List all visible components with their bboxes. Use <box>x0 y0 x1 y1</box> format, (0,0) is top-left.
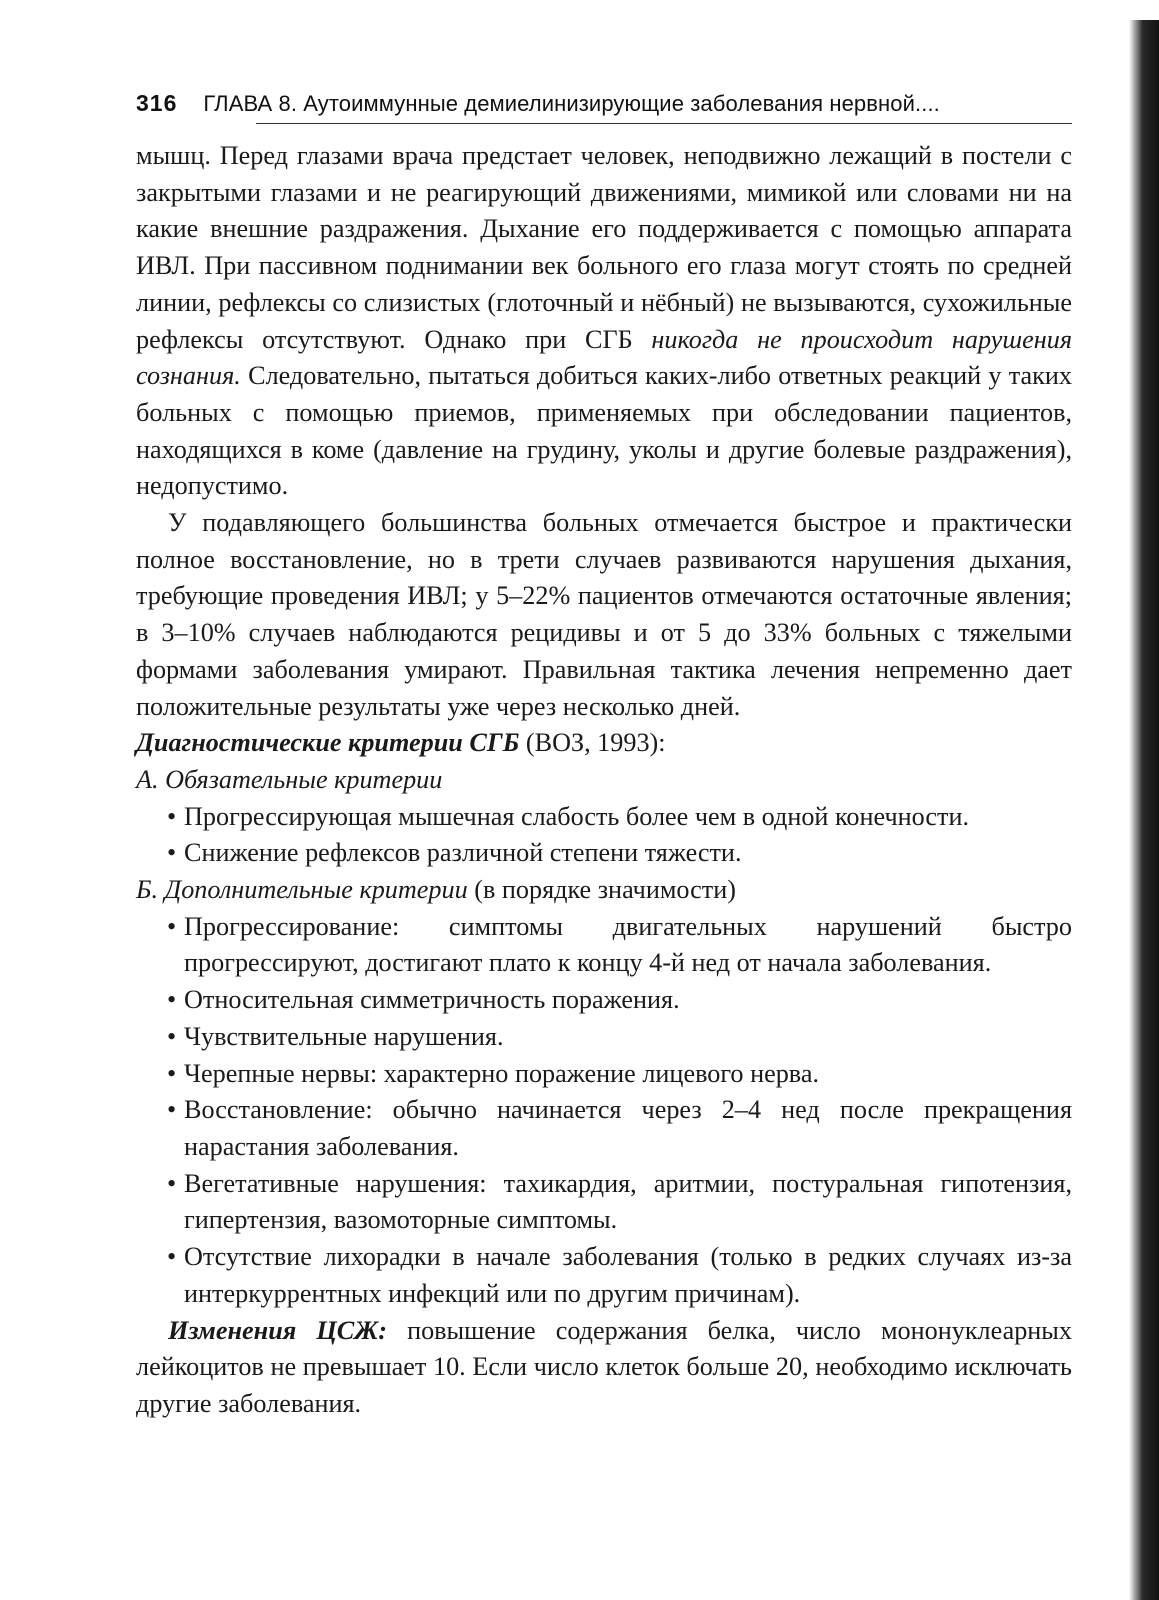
list-item-text: Восстановление: обычно начинается через 2–4 нед после прекращения нарастания заболевания. <box>184 1095 1072 1161</box>
paragraph-1 <box>136 138 1072 505</box>
bullet-mark: • <box>167 801 177 831</box>
criteria-title-bold: Диагностические критерии СГБ <box>136 728 520 758</box>
list-item <box>167 1092 1072 1165</box>
chapter-title: ГЛАВА 8. Аутоиммунные демиелинизирующие заболевания нервной.... <box>203 91 940 116</box>
list-item <box>167 1239 1072 1312</box>
criteria-title <box>136 725 1072 762</box>
list-item-text: Отсутствие лихорадки в начале заболевания (только в редких случаях из-за интеркуррентных инфекций или по другим причинам). <box>184 1242 1072 1308</box>
list-item <box>167 799 1072 836</box>
scan-edge <box>1129 20 1159 1600</box>
bullet-mark: • <box>167 1242 177 1272</box>
list-item-text: Снижение рефлексов различной степени тяжести. <box>184 838 742 868</box>
bullet-mark: • <box>167 985 177 1015</box>
section-a-list <box>136 799 1072 872</box>
emphasis-consciousness: никогда не происходит нарушения сознания. <box>136 324 1072 391</box>
csf-paragraph <box>136 1313 1072 1423</box>
paragraph-2: У подавляющего большинства больных отмечается быстрое и практически полное восстановление, но в трети случаев развиваются нарушения дыхания, требующие проведения ИВЛ; у 5–22% пациентов отмечаются остаточные явления; в 3–10% случаев наблюдаются рецидивы и от 5 до 33% больных с тяжелыми формами заболевания умирают. Правильная тактика лечения непременно дает положительные результаты уже через несколько дней. <box>136 508 1072 721</box>
list-item <box>167 909 1072 982</box>
bullet-mark: • <box>167 1168 177 1198</box>
list-item-text: Чувствительные нарушения. <box>184 1021 504 1051</box>
page-number: 316 <box>136 90 178 116</box>
criteria-title-rest: (ВОЗ, 1993): <box>519 728 666 758</box>
paragraph-1-text-end: Следовательно, пытаться добиться каких-либо ответных реакций у таких больных с помощью приемов, применяемых при обследовании пациентов, находящихся в коме (давление на грудину, уколы и другие болевые раздражения), недопустимо. <box>136 361 1072 501</box>
section-b-heading <box>136 872 1072 909</box>
bullet-mark: • <box>167 1021 177 1051</box>
list-item <box>167 1019 1072 1056</box>
bullet-mark: • <box>167 1095 177 1125</box>
list-item-text: Прогрессирование: симптомы двигательных нарушений быстро прогрессируют, достигают плато к концу 4-й нед от начала заболевания. <box>184 911 1072 978</box>
section-b-heading-rest: (в порядке значимости) <box>467 875 736 905</box>
list-item-text: Вегетативные нарушения: тахикардия, аритмии, постуральная гипотензия, гипертензия, вазомоторные симптомы. <box>184 1168 1072 1235</box>
list-item <box>167 982 1072 1019</box>
csf-label: Изменения ЦСЖ: <box>168 1315 387 1345</box>
paragraph-1-text: мышц. Перед глазами врача предстает человек, неподвижно лежащий в постели с закрытыми глазами и не реагирующий движениями, мимикой или словами ни на какие внешние раздражения. Дыхание его поддерживается с помощью аппарата ИВЛ. При пассивном поднимании век больного его глаза могут стоять по средней линии, рефлексы со слизистых (глоточный и нёбный) не вызываются, сухожильные рефлексы отсутствуют. Однако при СГБ <box>136 141 1072 354</box>
bullet-mark: • <box>167 838 177 868</box>
bullet-mark: • <box>167 1058 177 1088</box>
list-item-text: Прогрессирующая мышечная слабость более чем в одной конечности. <box>184 801 970 831</box>
header-rule <box>256 123 1072 124</box>
csf-text: повышение содержания белка, число мононуклеарных лейкоцитов не превышает 10. Если число клеток больше 20, необходимо исключать другие заболевания. <box>136 1315 1072 1418</box>
list-item-text: Черепные нервы: характерно поражение лицевого нерва. <box>184 1058 819 1088</box>
section-a-heading: А. Обязательные критерии <box>136 764 443 794</box>
running-head <box>136 90 1072 117</box>
bullet-mark: • <box>167 911 177 941</box>
section-b-list <box>136 909 1072 1313</box>
book-page <box>136 90 1072 1423</box>
list-item <box>167 1056 1072 1093</box>
body-text <box>136 138 1072 1423</box>
section-b-heading-italic: Б. Дополнительные критерии <box>136 875 468 905</box>
list-item <box>167 1166 1072 1239</box>
list-item-text: Относительная симметричность поражения. <box>184 985 680 1015</box>
list-item <box>167 835 1072 872</box>
